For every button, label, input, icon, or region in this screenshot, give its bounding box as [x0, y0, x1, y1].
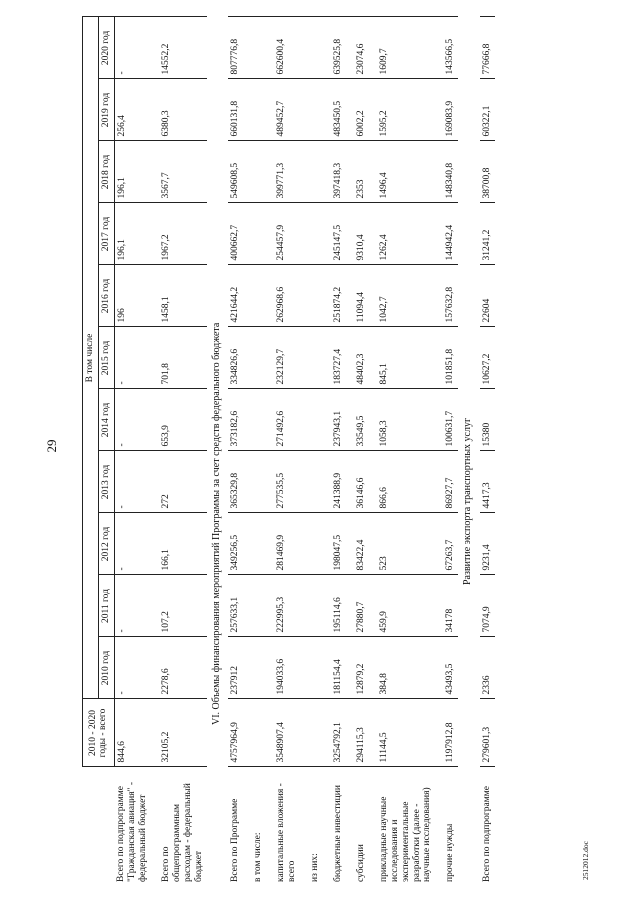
value-cell: 3567,7 [151, 141, 207, 203]
value-cell: 195114,6 [323, 575, 346, 637]
value-cell: 257633,1 [228, 575, 243, 637]
page-number: 29 [44, 439, 59, 453]
value-cell: 365329,8 [228, 451, 243, 513]
section-heading-federal-budget: VI. Объемы финансирования мероприятий Программы за счет средств федерального бюджета [210, 322, 222, 725]
row-label: в том числе: [253, 832, 264, 882]
value-cell: 34178 [435, 575, 458, 637]
table-row [300, 17, 323, 885]
value-cell: 15380 [480, 389, 495, 451]
value-cell: 653,9 [151, 389, 207, 451]
total-cell: 3548907,4 [266, 699, 300, 767]
value-cell: 334826,6 [228, 327, 243, 389]
value-cell: 1458,1 [151, 265, 207, 327]
table-row [151, 17, 207, 885]
value-cell: 2336 [480, 637, 495, 699]
table-row [228, 17, 243, 885]
row-label: прочие нужды [445, 823, 456, 882]
row-label: Всего по общепрограммным расходам - федеральный бюджет [161, 783, 204, 882]
value-cell: 272 [151, 451, 207, 513]
value-cell: 281469,9 [266, 513, 300, 575]
value-cell: - [114, 451, 151, 513]
value-cell [243, 451, 266, 513]
row-label: Всего по подпрограмме "Гражданская авиация" - федеральный бюджет [116, 781, 149, 882]
value-cell: 1496,4 [369, 141, 436, 203]
value-cell [300, 637, 323, 699]
value-cell: - [114, 513, 151, 575]
year-header: 2020 год [98, 17, 114, 79]
value-cell: 254457,9 [266, 203, 300, 265]
value-cell: 701,8 [151, 327, 207, 389]
year-header: 2011 год [98, 575, 114, 637]
year-header: 2014 год [98, 389, 114, 451]
value-cell: 86927,7 [435, 451, 458, 513]
value-cell: 11094,4 [346, 265, 369, 327]
value-cell: 271492,6 [266, 389, 300, 451]
table-row [346, 17, 369, 885]
year-header: 2019 год [98, 79, 114, 141]
value-cell [243, 79, 266, 141]
value-cell: 22604 [480, 265, 495, 327]
value-cell [300, 327, 323, 389]
row-label: Всего по подпрограмме [481, 786, 492, 882]
value-cell: 222995,3 [266, 575, 300, 637]
value-cell: 77666,8 [480, 17, 495, 79]
value-cell: 1058,3 [369, 389, 436, 451]
value-cell: - [114, 575, 151, 637]
value-cell: 384,8 [369, 637, 436, 699]
label-column-header [83, 767, 115, 885]
value-cell: 143566,5 [435, 17, 458, 79]
document-reference: 2512012.doc [581, 841, 590, 880]
value-cell [300, 389, 323, 451]
value-cell: 489452,7 [266, 79, 300, 141]
value-cell: 9310,4 [346, 203, 369, 265]
total-cell: 11144,5 [369, 699, 436, 767]
value-cell: 33549,5 [346, 389, 369, 451]
value-cell: 194033,6 [266, 637, 300, 699]
value-cell: 256,4 [114, 79, 151, 141]
value-cell: 36146,6 [346, 451, 369, 513]
value-cell [243, 17, 266, 79]
total-cell: 4757964,9 [228, 699, 243, 767]
year-header: 2016 год [98, 265, 114, 327]
value-cell: 241388,9 [323, 451, 346, 513]
value-cell: 67263,7 [435, 513, 458, 575]
year-header: 2015 год [98, 327, 114, 389]
year-header: 2012 год [98, 513, 114, 575]
value-cell: 166,1 [151, 513, 207, 575]
value-cell [243, 141, 266, 203]
value-cell: 1262,4 [369, 203, 436, 265]
value-cell: 169083,9 [435, 79, 458, 141]
value-cell: 148340,8 [435, 141, 458, 203]
value-cell: 459,9 [369, 575, 436, 637]
value-cell: 2353 [346, 141, 369, 203]
table-row [369, 17, 436, 885]
value-cell: 196,1 [114, 141, 151, 203]
value-cell: 277535,5 [266, 451, 300, 513]
value-cell: - [114, 637, 151, 699]
value-cell: 48402,3 [346, 327, 369, 389]
value-cell: 6002,2 [346, 79, 369, 141]
value-cell: 9231,4 [480, 513, 495, 575]
total-cell [243, 699, 266, 767]
value-cell: 83422,4 [346, 513, 369, 575]
value-cell: 1595,2 [369, 79, 436, 141]
year-header: 2017 год [98, 203, 114, 265]
value-cell: 523 [369, 513, 436, 575]
value-cell: 196 [114, 265, 151, 327]
value-cell: 866,6 [369, 451, 436, 513]
value-cell: 639525,8 [323, 17, 346, 79]
value-cell [243, 265, 266, 327]
value-cell: 38700,8 [480, 141, 495, 203]
year-header: 2018 год [98, 141, 114, 203]
value-cell [243, 203, 266, 265]
value-cell [300, 265, 323, 327]
rotated-table-page [82, 15, 572, 885]
value-cell: 183727,4 [323, 327, 346, 389]
value-cell: 400662,7 [228, 203, 243, 265]
value-cell [300, 203, 323, 265]
value-cell: 1609,7 [369, 17, 436, 79]
value-cell: 549608,5 [228, 141, 243, 203]
table-row [243, 17, 266, 885]
value-cell [243, 513, 266, 575]
value-cell: 27880,7 [346, 575, 369, 637]
value-cell: 421644,2 [228, 265, 243, 327]
total-cell: 1197912,8 [435, 699, 458, 767]
value-cell: 23074,6 [346, 17, 369, 79]
value-cell: - [114, 327, 151, 389]
value-cell: - [114, 17, 151, 79]
row-label: капитальные вложения - всего [276, 783, 298, 882]
total-cell: 844,6 [114, 699, 151, 767]
value-cell: 107,2 [151, 575, 207, 637]
value-cell: 232129,7 [266, 327, 300, 389]
value-cell: 399771,3 [266, 141, 300, 203]
value-cell [300, 17, 323, 79]
total-cell [300, 699, 323, 767]
year-header: 2010 год [98, 637, 114, 699]
total-column-header: 2010 - 2020 годы - всего [83, 699, 115, 767]
value-cell: 373182,6 [228, 389, 243, 451]
value-cell: 660131,8 [228, 79, 243, 141]
value-cell [300, 575, 323, 637]
value-cell: 196,1 [114, 203, 151, 265]
table-row [480, 17, 495, 885]
value-cell: 807776,8 [228, 17, 243, 79]
value-cell: 12879,2 [346, 637, 369, 699]
value-cell: 251874,2 [323, 265, 346, 327]
value-cell: 100631,7 [435, 389, 458, 451]
value-cell: 60322,1 [480, 79, 495, 141]
value-cell: 1042,7 [369, 265, 436, 327]
value-cell: 101851,8 [435, 327, 458, 389]
value-cell: 662600,4 [266, 17, 300, 79]
value-cell: 237943,1 [323, 389, 346, 451]
value-cell [243, 575, 266, 637]
value-cell: 2278,6 [151, 637, 207, 699]
table-row [114, 17, 151, 885]
value-cell [300, 451, 323, 513]
value-cell: 397418,3 [323, 141, 346, 203]
value-cell [243, 327, 266, 389]
value-cell: 181154,4 [323, 637, 346, 699]
value-cell: 237912 [228, 637, 243, 699]
value-cell [300, 513, 323, 575]
value-cell: 198047,5 [323, 513, 346, 575]
value-cell: 845,1 [369, 327, 436, 389]
value-cell: 349256,5 [228, 513, 243, 575]
value-cell [300, 79, 323, 141]
value-cell: 245147,5 [323, 203, 346, 265]
group-column-header: В том числе [83, 17, 99, 699]
value-cell [243, 637, 266, 699]
value-cell: - [114, 389, 151, 451]
value-cell: 31241,2 [480, 203, 495, 265]
total-cell: 3254792,1 [323, 699, 346, 767]
row-label: прикладные научные исследования и экспериментальные разработки (далее - научные исследования) [378, 787, 433, 882]
value-cell: 262968,6 [266, 265, 300, 327]
total-cell: 294115,3 [346, 699, 369, 767]
financing-table [82, 16, 495, 885]
section-heading-export: Развитие экспорта транспортных услуг [462, 417, 474, 585]
value-cell: 144942,4 [435, 203, 458, 265]
value-cell: 43493,5 [435, 637, 458, 699]
row-label: из них: [309, 853, 320, 882]
total-cell: 279601,3 [480, 699, 495, 767]
row-label: Всего по Программе [230, 798, 241, 882]
table-row [323, 17, 346, 885]
value-cell: 4417,3 [480, 451, 495, 513]
value-cell: 1967,2 [151, 203, 207, 265]
value-cell: 14552,2 [151, 17, 207, 79]
value-cell [243, 389, 266, 451]
year-header: 2013 год [98, 451, 114, 513]
total-cell: 32105,2 [151, 699, 207, 767]
value-cell: 10627,2 [480, 327, 495, 389]
row-label: бюджетные инвестиции [332, 785, 343, 882]
row-label: субсидии [355, 844, 366, 882]
table-row [266, 17, 300, 885]
table-row [435, 17, 458, 885]
value-cell: 6380,3 [151, 79, 207, 141]
value-cell: 157632,8 [435, 265, 458, 327]
value-cell [300, 141, 323, 203]
value-cell: 483450,5 [323, 79, 346, 141]
value-cell: 7074,9 [480, 575, 495, 637]
